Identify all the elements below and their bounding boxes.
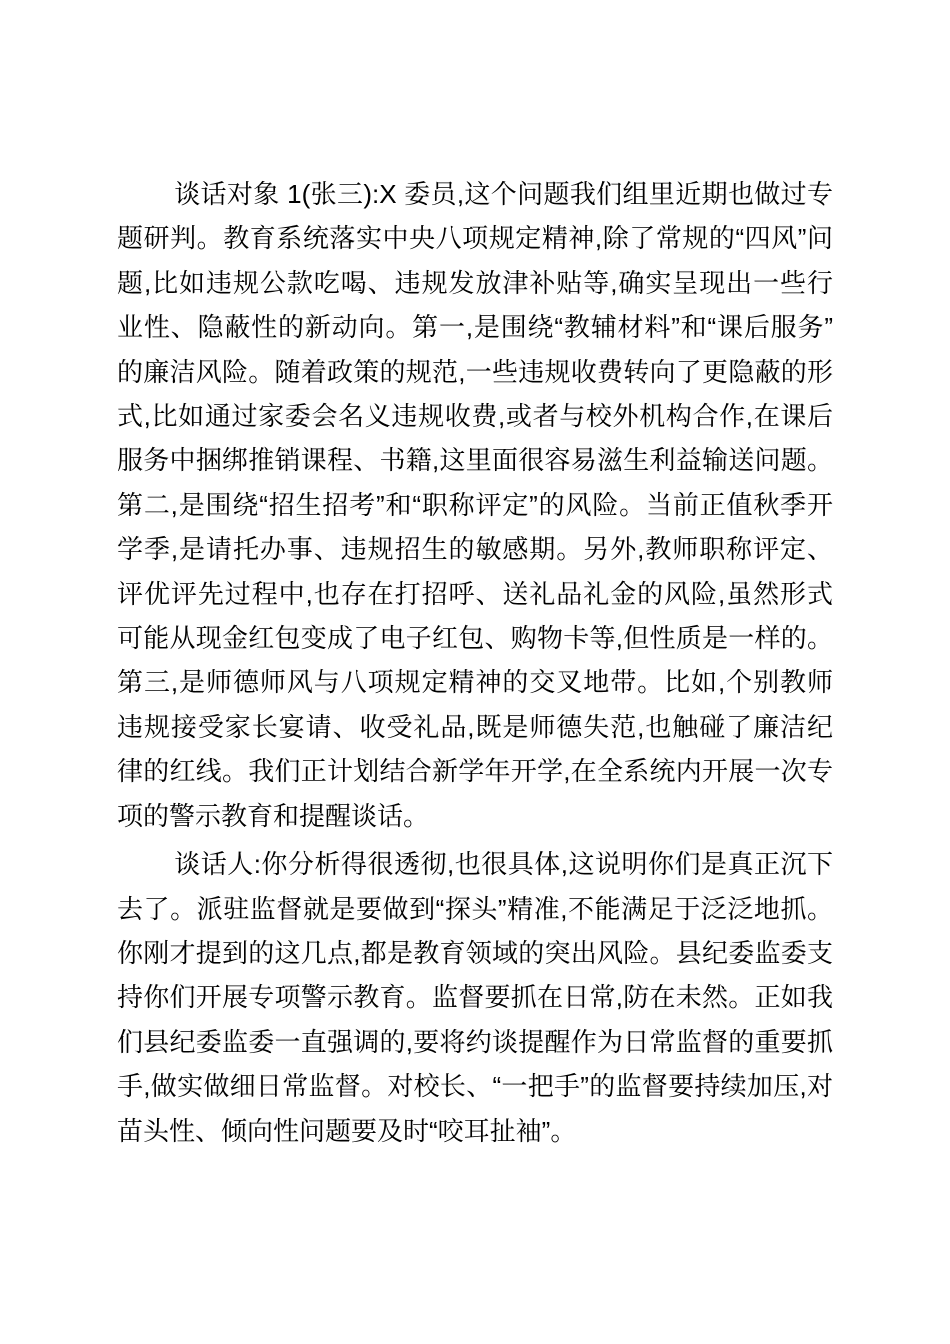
paragraph-interviewee-statement: 谈话对象 1(张三):X 委员,这个问题我们组里近期也做过专题研判。教育系统落实中央八项规定精神,除了常规的“四风”问题,比如违规公款吃喝、违规发放津补贴等,确实呈现出一些行业性、隐蔽性的新动向。第一,是围绕“教辅材料”和“课后服务”的廉洁风险。随着政策的规范,一些违规收费转向了更隐蔽的形式,比如通过家委会名义违规收费,或者与校外机构合作,在课后服务中捆绑推销课程、书籍,这里面很容易滋生利益输送问题。第二,是围绕“招生招考”和“职称评定”的风险。当前正值秋季开学季,是请托办事、违规招生的敏感期。另外,教师职称评定、评优评先过程中,也存在打招呼、送礼品礼金的风险,虽然形式可能从现金红包变成了电子红包、购物卡等,但性质是一样的。第三,是师德师风与八项规定精神的交叉地带。比如,个别教师违规接受家长宴请、收受礼品,既是师德失范,也触碰了廉洁纪律的红线。我们正计划结合新学年开学,在全系统内开展一次专项的警示教育和提醒谈话。 bbox=[117, 179, 833, 831]
paragraph-interviewer-statement: 谈话人:你分析得很透彻,也很具体,这说明你们是真正沉下去了。派驻监督就是要做到“探头”精准,不能满足于泛泛地抓。你刚才提到的这几点,都是教育领域的突出风险。县纪委监委支持你们开展专项警示教育。监督要抓在日常,防在未然。正如我们县纪委监委一直强调的,要将约谈提醒作为日常监督的重要抓手,做实做细日常监督。对校长、“一把手”的监督要持续加压,对苗头性、倾向性问题要及时“咬耳扯袖”。 bbox=[117, 849, 833, 1146]
